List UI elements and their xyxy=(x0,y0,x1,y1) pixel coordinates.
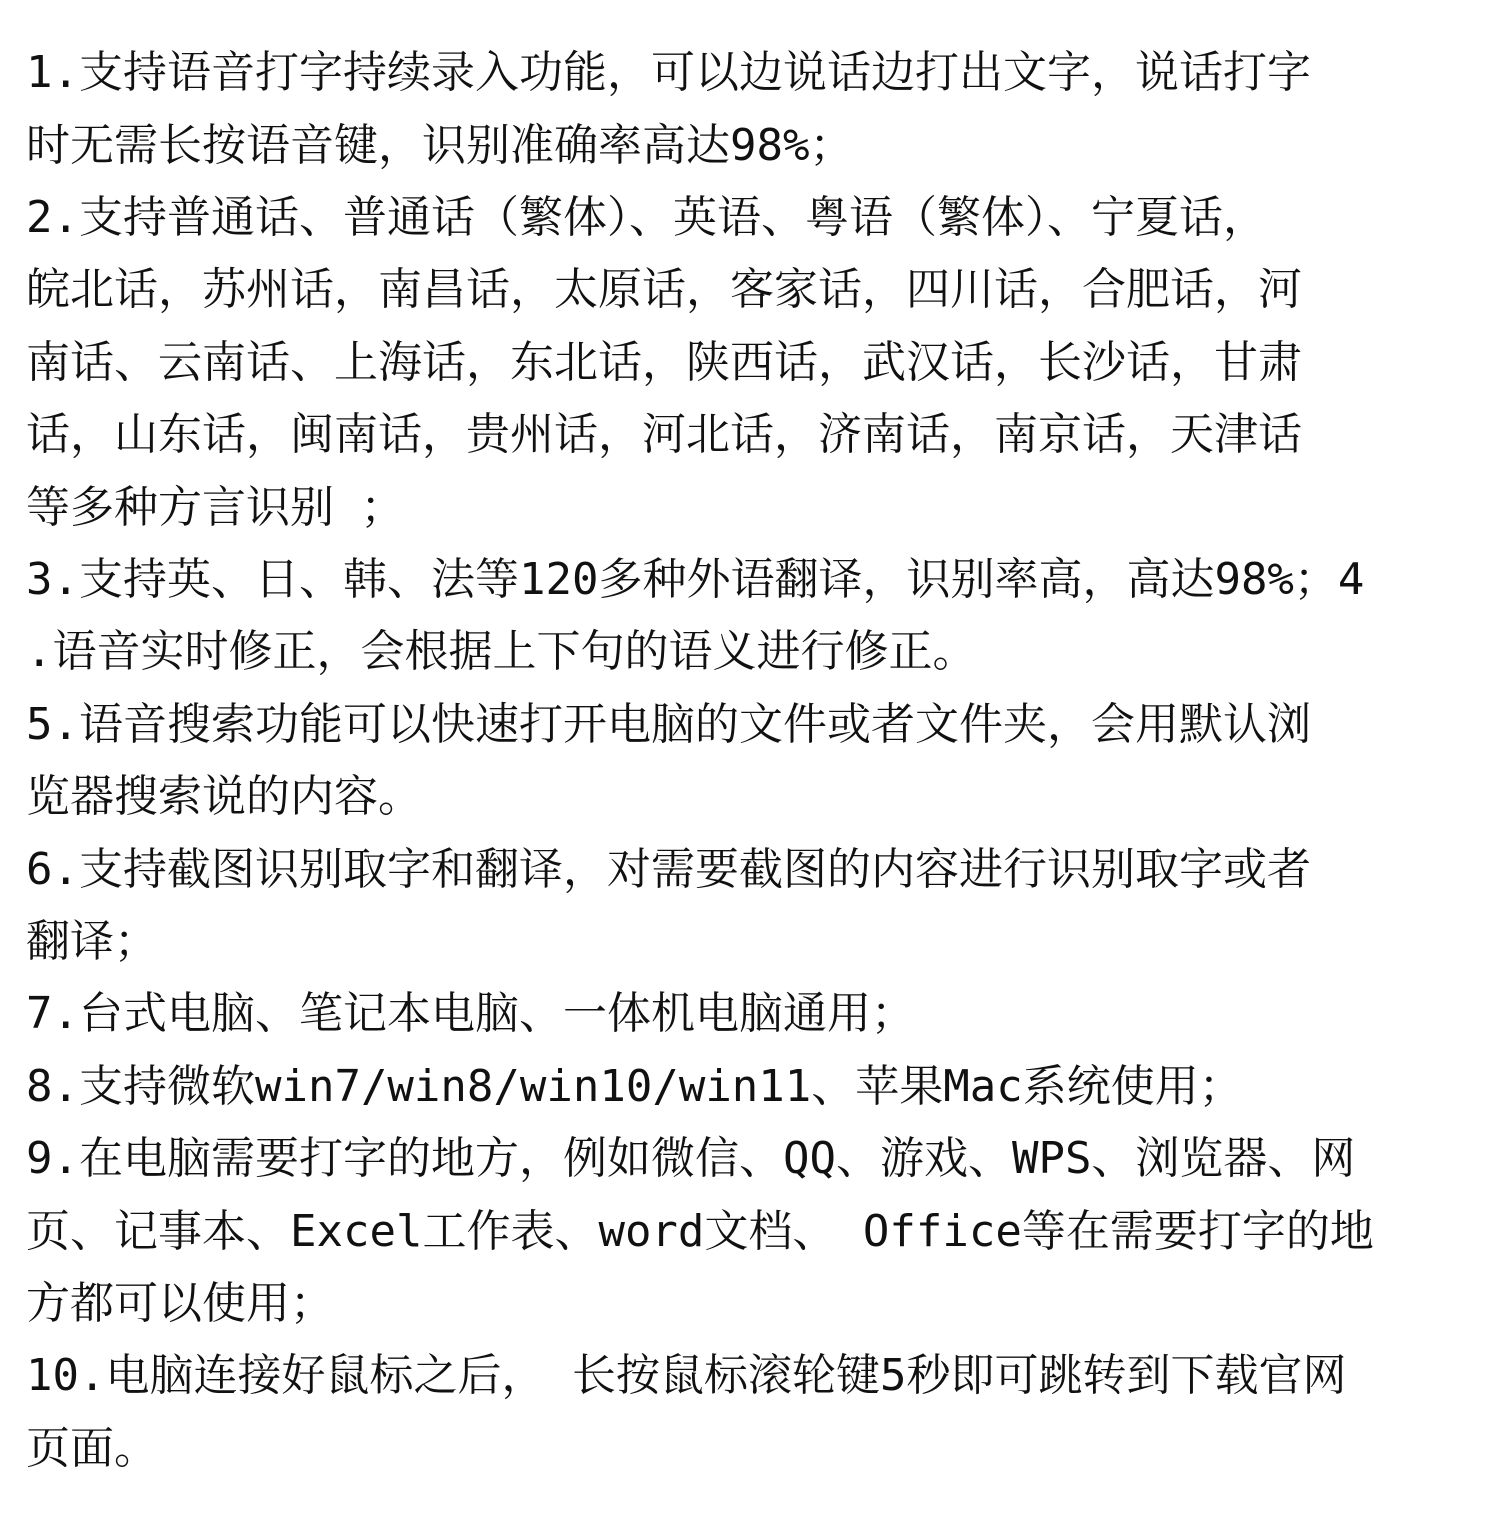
text-line-9: .语音实时修正，会根据上下句的语义进行修正。 xyxy=(26,626,977,677)
text-line-4: 皖北话，苏州话，南昌话，太原话，客家话，四川话，合肥话，河 xyxy=(26,264,1302,315)
text-line-5: 南话、云南话、上海话，东北话，陕西话，武汉话，长沙话，甘肃 xyxy=(26,337,1302,388)
text-line-18: 方都可以使用； xyxy=(26,1278,334,1329)
text-line-20: 页面。 xyxy=(26,1423,158,1474)
text-line-1: 1.支持语音打字持续录入功能，可以边说话边打出文字，说话打字 xyxy=(26,47,1311,98)
text-line-7: 等多种方言识别 ； xyxy=(26,482,405,533)
text-line-2: 时无需长按语音键，识别准确率高达98%； xyxy=(26,120,854,171)
text-line-6: 话，山东话，闽南话，贵州话，河北话，济南话，南京话，天津话 xyxy=(26,409,1302,460)
text-line-17: 页、记事本、Excel工作表、word文档、 Office等在需要打字的地 xyxy=(26,1206,1374,1257)
text-line-15: 8.支持微软win7/win8/win10/win11、苹果Mac系统使用； xyxy=(26,1061,1243,1112)
text-line-10: 5.语音搜索功能可以快速打开电脑的文件或者文件夹，会用默认浏 xyxy=(26,699,1311,750)
text-line-8: 3.支持英、日、韩、法等120多种外语翻译，识别率高，高达98%；4 xyxy=(26,554,1365,605)
text-line-3: 2.支持普通话、普通话（繁体）、英语、粤语（繁体）、宁夏话， xyxy=(26,192,1267,243)
text-line-16: 9.在电脑需要打字的地方，例如微信、QQ、游戏、WPS、浏览器、网 xyxy=(26,1133,1356,1184)
text-line-14: 7.台式电脑、笔记本电脑、一体机电脑通用； xyxy=(26,988,915,1039)
text-line-19: 10.电脑连接好鼠标之后， 长按鼠标滚轮键5秒即可跳转到下载官网 xyxy=(26,1350,1347,1401)
text-line-11: 览器搜索说的内容。 xyxy=(26,771,422,822)
text-line-13: 翻译； xyxy=(26,916,158,967)
text-line-12: 6.支持截图识别取字和翻译，对需要截图的内容进行识别取字或者 xyxy=(26,844,1311,895)
